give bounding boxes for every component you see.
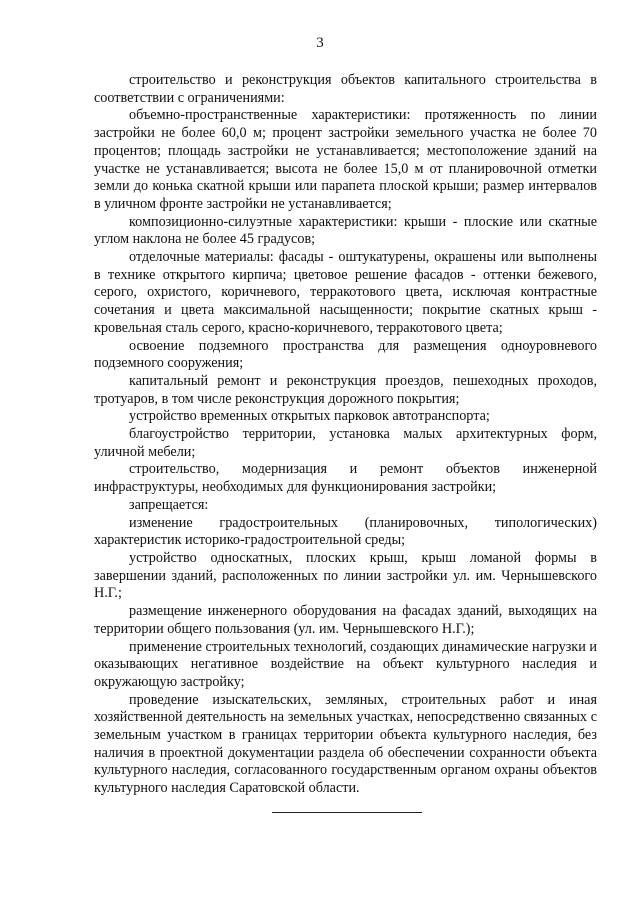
paragraph-driveways-repair: капитальный ремонт и реконструкция проездов, пешеходных проходов, тротуаров, в том числе реконструкция дорожного покрытия; — [94, 372, 597, 407]
paragraph-engineering-infrastructure: строительство, модернизация и ремонт объектов инженерной инфраструктуры, необходимых для функционирования застройки; — [94, 461, 597, 496]
paragraph-urban-planning-change: изменение градостроительных (планировочных, типологических) характеристик историко-градостроительной среды; — [94, 514, 597, 549]
paragraph-survey-works: проведение изыскательских, земляных, строительных работ и иная хозяйственной деятельность на земельных участках, непосредственно связанных с земельным участком в границах территории объекта культурного наследия, без наличия в проектной документации раздела об обеспечении сохранности объекта культурного наследия, согласованного государственным органом охраны объектов культурного наследия Саратовской области. — [94, 691, 597, 797]
paragraph-volume-spatial: объемно-пространственные характеристики: протяженность по линии застройки не более 60,0 м; процент застройки земельного участка не более 70 процентов; площадь застройки не устанавливается; местоположение зданий на участке не устанавливается; высота не более 15,0 м от планировочной отметки земли до конька скатной крыши или парапета плоской крыши; размер интервалов в уличном фронте застройки не устанавливается; — [94, 107, 597, 212]
document-body — [94, 72, 597, 798]
paragraph-underground-space: освоение подземного пространства для размещения одноуровневого подземного сооружения; — [94, 337, 597, 372]
paragraph-dynamic-loads: применение строительных технологий, создающих динамические нагрузки и оказывающих негативное воздействие на объект культурного наследия и окружающую застройку; — [94, 638, 597, 690]
paragraph-facade-equipment: размещение инженерного оборудования на фасадах зданий, выходящих на территории общего пользования (ул. им. Чернышевского Н.Г.); — [94, 603, 597, 637]
paragraph-construction-restrictions: строительство и реконструкция объектов капитального строительства в соответствии с ограничениями: — [94, 72, 597, 106]
paragraph-landscaping: благоустройство территории, установка малых архитектурных форм, уличной мебели; — [94, 426, 597, 460]
paragraph-temporary-parking: устройство временных открытых парковок автотранспорта; — [129, 408, 490, 425]
closing-divider-line — [272, 812, 422, 813]
paragraph-composition-silhouette: композиционно-силуэтные характеристики: крыши - плоские или скатные углом наклона не более 45 градусов; — [94, 213, 597, 248]
page-number: 3 — [316, 35, 324, 51]
paragraph-finishing-materials: отделочные материалы: фасады - оштукатурены, окрашены или выполнены в технике открытого кирпича; цветовое решение фасадов - оттенки бежевого, серого, охристого, коричневого, терракотового цвета, исключая контрастные сочетания и цвета максимальной насыщенности; покрытие скатных крыш - кровельная сталь серого, красно-коричневого, терракотового цвета; — [94, 249, 597, 336]
paragraph-roof-forms: устройство односкатных, плоских крыш, крыш ломаной формы в завершении зданий, расположенных по линии застройки ул. им. Чернышевского Н.Г.; — [94, 549, 597, 602]
paragraph-prohibited-heading: запрещается: — [129, 496, 209, 513]
